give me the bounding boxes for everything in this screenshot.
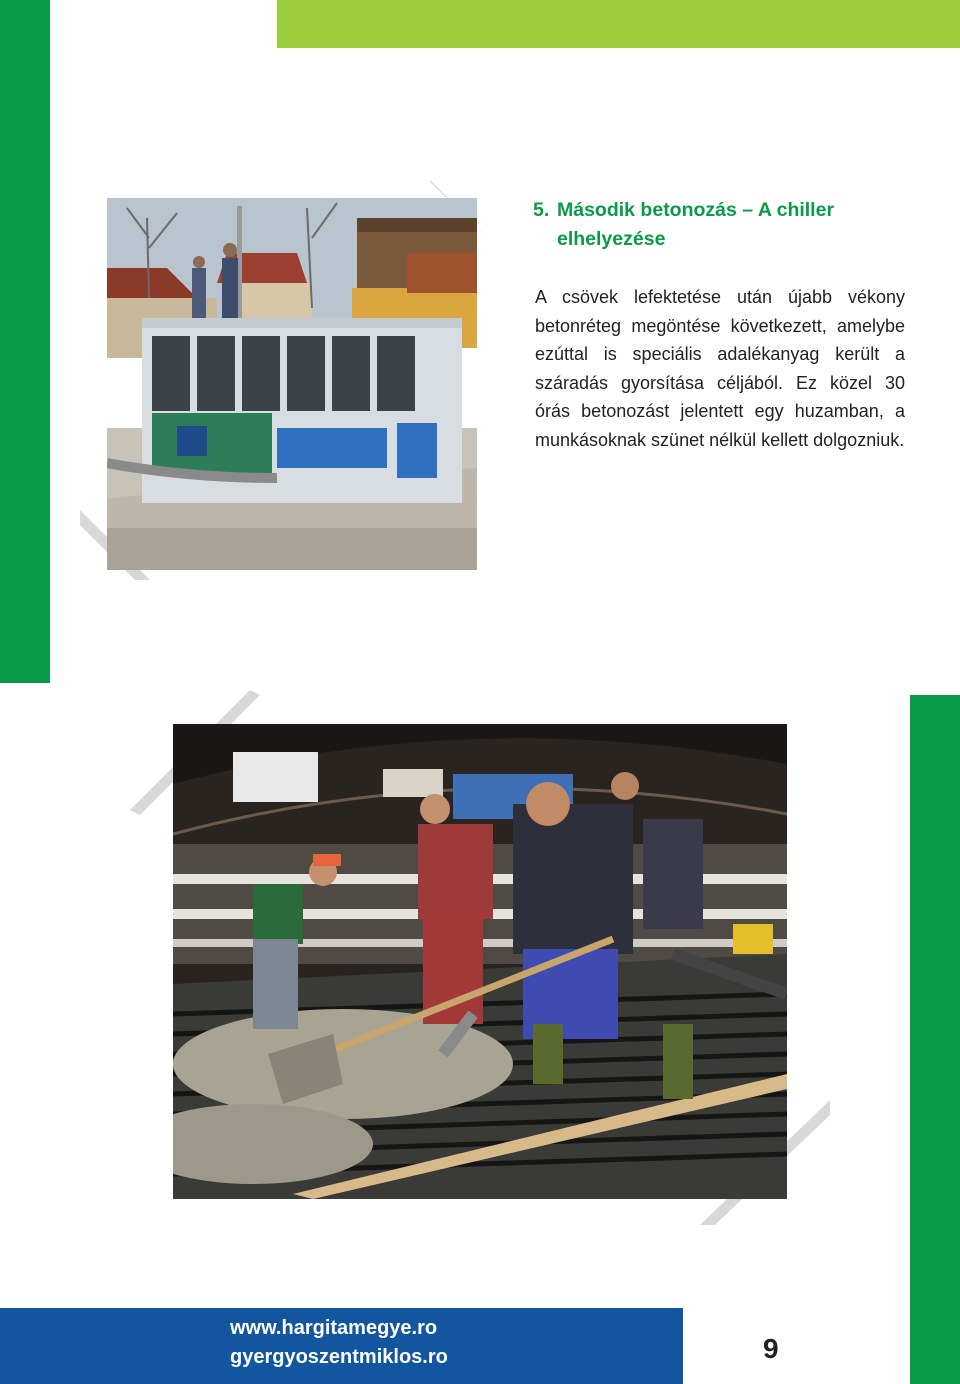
section-title (533, 196, 893, 254)
footer-links (230, 1314, 448, 1372)
section-number: 5. (533, 199, 550, 221)
workers-photo (173, 724, 787, 1199)
left-green-bar (0, 0, 50, 683)
page-number: 9 (763, 1333, 779, 1364)
footer-url-hargitamegye[interactable]: www.hargitamegye.ro (230, 1317, 438, 1339)
top-lime-bar (277, 0, 960, 48)
right-green-bar (910, 695, 960, 1384)
section-title-line1: Második betonozás – A chiller (557, 199, 835, 221)
footer-url-gyergyoszentmiklos[interactable]: gyergyoszentmiklos.ro (230, 1346, 448, 1368)
chiller-photo (107, 198, 477, 570)
section-title-line2: elhelyezése (557, 228, 666, 250)
body-paragraph: A csövek lefektetése után újabb vékony betonréteg megöntése következett, amelybe ezúttal is speciális adalékanyag került a száradás gyorsítása céljából. Ez közel 30 órás betonozást jelentett egy huzamban, a munkásoknak szünet nélkül kellett dolgozniuk. (535, 287, 905, 450)
